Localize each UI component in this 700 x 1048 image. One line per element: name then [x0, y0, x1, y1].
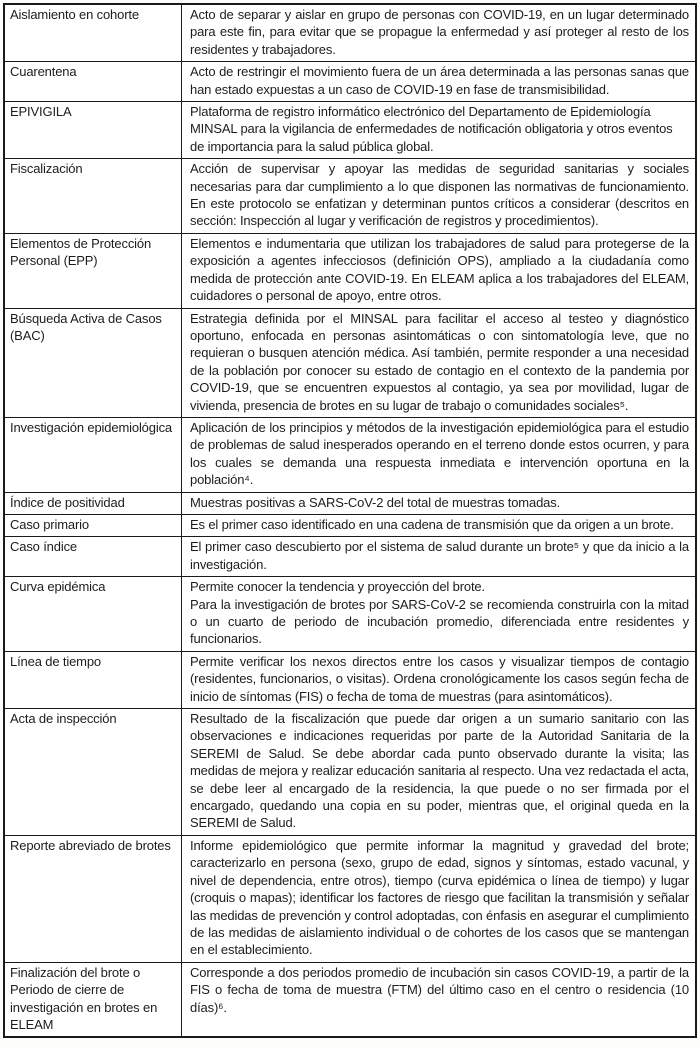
- definition-cell: [182, 577, 697, 652]
- term-cell: Finalización del brote o Periodo de cierre de investigación en brotes en ELEAM: [4, 962, 182, 1037]
- term-cell: Acta de inspección: [4, 709, 182, 836]
- table-row: [4, 62, 696, 102]
- definition-paragraph: Informe epidemiológico que permite informar la magnitud y gravedad del brote; caracterizarlo en persona (sexo, grupo de edad, signos y síntomas, estado vacunal, y nivel de dependencia, entre otros), tiempo (curva epidémica o línea de tiempo) y lugar (croquis o mapas); identificar los factores de riesgo que facilitan la transmisión y señalar las medidas de prevención y control adoptadas, con énfasis en asegurar el cumplimiento de las medidas de aislamiento individual o de cohortes de los casos que se mantengan en el establecimiento.: [190, 837, 689, 958]
- definition-paragraph: Aplicación de los principios y métodos de la investigación epidemiológica para el estudio de problemas de salud inesperados operando en el terreno donde estos ocurren, y para los cuales se demanda una respuesta inmediata e intervención oportuna en la población⁴.: [190, 419, 689, 488]
- definition-paragraph: Resultado de la fiscalización que puede dar origen a un sumario sanitario con las observaciones e indicaciones requeridas por parte de la Autoridad Sanitaria de la SEREMI de Salud. Se debe abordar cada punto observado durante la visita; las medidas de mejora y realizar educación sanitaria al respecto. Una vez redactada el acta, se debe leer al encargado de la residencia, la que puede o no ser firmada por el encargado, quedando una copia en su poder, mientras que, el original queda en la SEREMI de Salud.: [190, 711, 689, 831]
- definition-paragraph: Permite verificar los nexos directos entre los casos y visualizar tiempos de contagio (residentes, funcionarios, o visitas). Ordena cronológicamente los casos según fecha de inicio de síntomas (FIS) o fecha de toma de muestras (para asintomáticos).: [190, 653, 689, 704]
- term-cell: Índice de positividad: [4, 492, 182, 514]
- term-cell: Búsqueda Activa de Casos (BAC): [4, 308, 182, 417]
- table-row: [4, 102, 696, 159]
- definition-paragraph: Muestras positivas a SARS-CoV-2 del total de muestras tomadas.: [190, 494, 561, 510]
- definition-paragraph: Estrategia definida por el MINSAL para facilitar el acceso al testeo y diagnóstico oportuno, enfocada en personas asintomáticas o con sintomatología leve, que no requieran o busquen atención médica. Así también, permite responder a una necesidad de la población por conocer su estado de contagio en el contexto de la pandemia por COVID-19, que se encuentren expuestos al contagio, ya sea por movilidad, lugar de vivienda, presencia de brotes en su lugar de trabajo o comunidades sociales⁵.: [190, 310, 689, 413]
- term-cell: EPIVIGILA: [4, 102, 182, 159]
- term-cell: Caso primario: [4, 514, 182, 536]
- definition-cell: [182, 102, 697, 159]
- definition-cell: [182, 233, 697, 308]
- table-row: [4, 308, 696, 417]
- definition-cell: [182, 962, 697, 1037]
- definition-paragraph: Acto de separar y aislar en grupo de personas con COVID-19, en un lugar determinado para este fin, para evitar que se propague la enfermedad y así proteger al resto de los residentes y trabajadores.: [190, 7, 689, 57]
- table-row: [4, 159, 696, 234]
- definition-cell: [182, 537, 697, 577]
- term-cell: Caso índice: [4, 537, 182, 577]
- table-row: [4, 492, 696, 514]
- definition-paragraph: Para la investigación de brotes por SARS-CoV-2 se recomienda construirla con la mitad o un cuarto de periodo de incubación promedio, diferenciada entre residentes y funcionarios.: [190, 596, 689, 647]
- definition-cell: [182, 417, 697, 492]
- table-row: [4, 709, 696, 836]
- term-cell: Fiscalización: [4, 159, 182, 234]
- term-cell: Aislamiento en cohorte: [4, 4, 182, 62]
- definition-paragraph: Acción de supervisar y apoyar las medidas de seguridad sanitarias y sociales necesarias para dar cumplimiento a lo que disponen las normativas de funcionamiento. En este protocolo se enfatizan y determinan puntos críticos a considerar (descritos en sección: Inspección al lugar y verificación de registros y procedimientos).: [190, 161, 689, 229]
- table-row: [4, 577, 696, 652]
- definition-paragraph: Elementos e indumentaria que utilizan los trabajadores de salud para protegerse de la exposición a agentes infecciosos (definición OPS), ampliado a la ciudadanía como medida de protección ante COVID-19. En ELEAM aplica a los trabajadores del ELEAM, cuidadores o personal de apoyo, entre otros.: [190, 235, 689, 304]
- definition-cell: [182, 651, 697, 708]
- definition-paragraph: Acto de restringir el movimiento fuera de un área determinada a las personas sanas que han estado expuestas a un caso de COVID-19 en fase de transmisibilidad.: [190, 64, 689, 97]
- definition-paragraph: El primer caso descubierto por el sistema de salud durante un brote⁵ y que da inicio a la investigación.: [190, 539, 689, 572]
- definition-cell: [182, 492, 697, 514]
- term-cell: Cuarentena: [4, 62, 182, 102]
- table-row: [4, 4, 696, 62]
- table-row: [4, 962, 696, 1037]
- term-cell: Investigación epidemiológica: [4, 417, 182, 492]
- term-cell: Línea de tiempo: [4, 651, 182, 708]
- table-row: [4, 537, 696, 577]
- definition-cell: [182, 709, 697, 836]
- term-cell: Reporte abreviado de brotes: [4, 835, 182, 962]
- term-cell: Elementos de Protección Personal (EPP): [4, 233, 182, 308]
- table-row: [4, 233, 696, 308]
- definition-cell: [182, 159, 697, 234]
- table-row: [4, 835, 696, 962]
- definition-cell: [182, 4, 697, 62]
- definition-paragraph: Permite conocer la tendencia y proyección del brote.: [190, 579, 485, 595]
- table-row: [4, 651, 696, 708]
- table-row: [4, 514, 696, 536]
- definition-cell: [182, 835, 697, 962]
- definition-paragraph: Plataforma de registro informático electrónico del Departamento de Epidemiología MINSAL para la vigilancia de enfermedades de notificación obligatoria y otros eventos de importancia para la salud pública global.: [190, 104, 673, 154]
- table-row: [4, 417, 696, 492]
- definition-cell: [182, 514, 697, 536]
- definition-cell: [182, 62, 697, 102]
- glossary-table: [3, 3, 697, 1038]
- definition-paragraph: Es el primer caso identificado en una cadena de transmisión que da origen a un brote.: [190, 516, 674, 532]
- definition-cell: [182, 308, 697, 417]
- glossary-table-body: [4, 4, 696, 1037]
- definition-paragraph: Corresponde a dos periodos promedio de incubación sin casos COVID-19, a partir de la FIS o fecha de toma de muestra (FTM) del último caso en el centro o residencia (10 días)⁶.: [190, 964, 689, 1015]
- term-cell: Curva epidémica: [4, 577, 182, 652]
